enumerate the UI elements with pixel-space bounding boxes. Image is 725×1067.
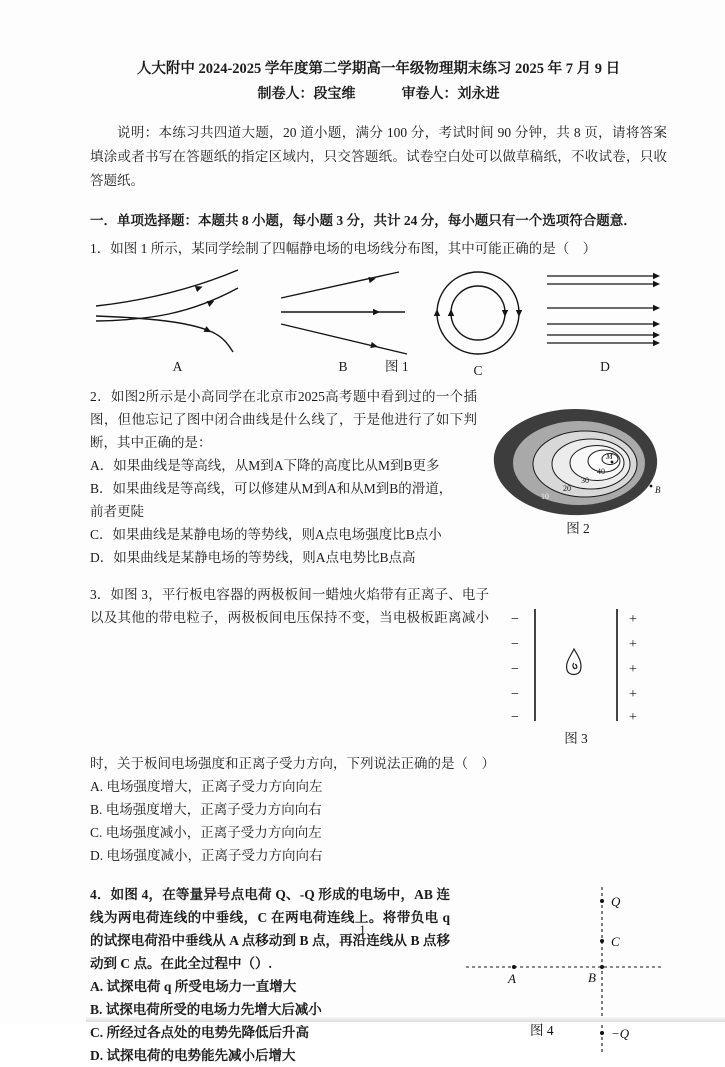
point-c-label: C bbox=[611, 934, 620, 949]
minus-sign: − bbox=[511, 612, 519, 627]
diagram-a-label: A bbox=[172, 359, 183, 374]
point-m-label: M bbox=[606, 452, 613, 461]
question-4 bbox=[90, 883, 667, 1067]
exam-authors-line bbox=[90, 84, 667, 106]
closed-loops-diagram bbox=[421, 266, 535, 360]
question-1-stem: 1．如图 1 所示，某同学绘制了四幅静电场的电场线分布图，其中可能正确的是（ ） bbox=[90, 241, 597, 256]
contour-label-40: 40 bbox=[597, 467, 605, 476]
figure-2-caption: 图 2 bbox=[566, 521, 590, 536]
plus-sign: + bbox=[629, 710, 637, 725]
question-2-option-b-continued: 前者更陡 bbox=[90, 504, 144, 519]
figure-4-caption: 图 4 bbox=[530, 1023, 554, 1038]
contour-map-figure bbox=[489, 407, 667, 519]
question-3-option-b: B. 电场强度增大，正离子受力方向向右 bbox=[90, 802, 322, 817]
page-title: 人大附中 2024-2025 学年度第二学期高一年级物理期末练习 2025 年 7 月 9 日 bbox=[136, 61, 621, 77]
minus-sign: − bbox=[511, 710, 519, 725]
question-2-option-c: C．如果曲线是某静电场的等势线，则A点电场强度比B点小 bbox=[90, 527, 442, 542]
figure-4 bbox=[462, 885, 667, 1057]
figure-1-diagram-a bbox=[90, 266, 265, 376]
plus-sign: + bbox=[629, 612, 637, 627]
scan-edge-artifact bbox=[86, 1017, 725, 1022]
figure-1-caption: 图 1 bbox=[385, 359, 409, 374]
candle-flame-icon bbox=[567, 649, 581, 675]
figure-1 bbox=[90, 266, 667, 376]
parallel-lines-diagram bbox=[543, 266, 667, 356]
question-3 bbox=[90, 583, 667, 867]
minus-sign: − bbox=[511, 687, 519, 702]
plus-sign: + bbox=[629, 687, 637, 702]
figure-1-diagram-c bbox=[421, 266, 535, 380]
diagram-b-label: B bbox=[338, 359, 348, 374]
field-lines-crossing-diagram bbox=[90, 266, 265, 356]
point-q-label: Q bbox=[611, 894, 621, 909]
figure-2 bbox=[489, 407, 667, 538]
capacitor-plates-figure bbox=[501, 603, 651, 729]
question-2-option-b: B．如果曲线是等高线，可以修建从M到A和从M到B的滑道， bbox=[90, 481, 453, 496]
question-3-stem: 3．如图 3，平行板电容器的两极板间一蜡烛火焰带有正离子、电子以及其他的带电粒子，两极板间电压保持不变，当电极板距离减小时，关于板间电场强度和正离子受力方向，下列说法正确的是（ ） bbox=[90, 587, 495, 771]
contour-label-30: 30 bbox=[581, 476, 589, 485]
point-a-label: A bbox=[508, 971, 516, 986]
plus-sign: + bbox=[629, 637, 637, 652]
point-b-label: B bbox=[655, 485, 661, 495]
notice-paragraph: 说明：本练习共四道大题，20 道小题，满分 100 分，考试时间 90 分钟，共 8 页，请将答案填涂或者书写在答题纸的指定区域内，只交答题纸。试卷空白处可以做草稿纸，不收试卷，只收答题纸。 bbox=[90, 125, 667, 188]
question-4-option-d: D. 试探电荷的电势能先减小后增大 bbox=[90, 1048, 296, 1063]
question-2-stem: 2．如图2所示是小高同学在北京市2025高考题中看到过的一个插图，但他忘记了图中闭合曲线是什么线了，于是他进行了如下判断，其中正确的是： bbox=[90, 389, 477, 450]
minus-sign: − bbox=[511, 662, 519, 677]
reviewer-label: 审卷人：刘永进 bbox=[401, 87, 500, 102]
minus-sign: − bbox=[511, 637, 519, 652]
question-1 bbox=[90, 237, 667, 376]
question-2-option-d: D．如果曲线是某静电场的等势线，则A点电势比B点高 bbox=[90, 550, 416, 565]
point-negative-q-label: −Q bbox=[611, 1026, 630, 1041]
question-4-option-b: B. 试探电荷所受的电场力先增大后减小 bbox=[90, 1002, 322, 1017]
contour-label-20: 20 bbox=[563, 484, 571, 493]
figure-1-diagram-d bbox=[543, 266, 667, 376]
question-2-option-a: A．如果曲线是等高线，从M到A下降的高度比从M到B更多 bbox=[90, 458, 440, 473]
question-2 bbox=[90, 385, 667, 569]
point-b-label: B bbox=[588, 970, 596, 985]
section-one-heading: 一．单项选择题：本题共 8 小题，每小题 3 分，共计 24 分，每小题只有一个选项符合题意． bbox=[90, 213, 637, 228]
dipole-field-points-figure bbox=[462, 885, 667, 1057]
question-4-option-c: C. 所经过各点处的电势先降低后升高 bbox=[90, 1025, 309, 1040]
figure-3 bbox=[501, 603, 651, 748]
question-3-option-d: D. 电场强度减小，正离子受力方向向右 bbox=[90, 848, 323, 863]
question-4-stem: 4．如图 4，在等量异号点电荷 Q、-Q 形成的电场中，AB 连线为两电荷连线的中垂线，C 在两电荷连线上。将带负电 q 的试探电荷沿中垂线从 A 点移动到 B 点，再沿连线从 B 点移动到 C 点。在此全过程中（）. bbox=[90, 887, 450, 971]
question-4-option-a: A. 试探电荷 q 所受电场力一直增大 bbox=[90, 979, 297, 994]
page-number: 1 bbox=[359, 922, 366, 937]
field-lines-fanning-diagram bbox=[273, 266, 413, 356]
maker-label: 制卷人：段宝维 bbox=[257, 87, 356, 102]
diagram-d-label: D bbox=[600, 359, 610, 374]
figure-3-caption: 图 3 bbox=[564, 731, 588, 746]
plus-sign: + bbox=[629, 662, 637, 677]
question-3-option-c: C. 电场强度减小，正离子受力方向向左 bbox=[90, 825, 322, 840]
diagram-c-label: C bbox=[473, 363, 483, 378]
question-3-option-a: A. 电场强度增大，正离子受力方向向左 bbox=[90, 779, 323, 794]
contour-label-10: 10 bbox=[541, 492, 549, 501]
